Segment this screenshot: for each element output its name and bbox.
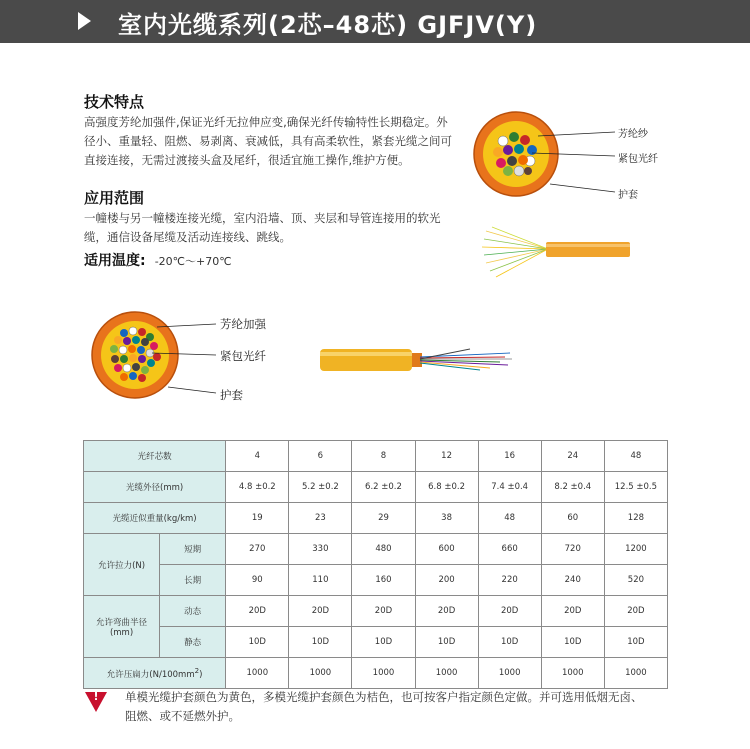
cable-cross-section-large <box>90 305 220 405</box>
cable-cross-section-small <box>470 108 620 203</box>
table-cell: 12.5 ±0.5 <box>604 472 667 503</box>
table-cell: 48 <box>604 441 667 472</box>
table-cell: 10D <box>289 627 352 658</box>
table-cell: 23 <box>289 503 352 534</box>
table-cell: 20D <box>541 596 604 627</box>
table-cell: 48 <box>478 503 541 534</box>
table-cell: 20D <box>478 596 541 627</box>
table-row <box>84 596 668 627</box>
temperature-row <box>84 250 232 270</box>
table-cell: 128 <box>604 503 667 534</box>
table-cell: 5.2 ±0.2 <box>289 472 352 503</box>
applications-text: 一幢楼与另一幢楼连接光缆，室内沿墙、顶、夹层和导管连接用的软光缆，通信设备尾缆及活动连接线、跳线。 <box>84 211 441 244</box>
table-cell: 660 <box>478 534 541 565</box>
table-cell: 1000 <box>604 658 667 689</box>
table-cell: 6.2 ±0.2 <box>352 472 415 503</box>
crush-sup: 2 <box>194 666 200 676</box>
table-cell: 200 <box>415 565 478 596</box>
table-cell: 720 <box>541 534 604 565</box>
table-cell: 6 <box>289 441 352 472</box>
table-cell: 10D <box>352 627 415 658</box>
table-cell: 20D <box>415 596 478 627</box>
table-cell: 520 <box>604 565 667 596</box>
aramid-strength-label: 芳纶加强 <box>220 317 266 331</box>
diameter-header: 光缆外径(mm) <box>84 472 226 503</box>
table-row <box>84 658 668 689</box>
crush-label-end: ) <box>199 669 203 680</box>
cable-side-view-small <box>480 225 630 280</box>
static-header: 静态 <box>160 627 226 658</box>
cable-side-view-large <box>320 343 520 378</box>
table-cell: 600 <box>415 534 478 565</box>
sheath-label: 护套 <box>618 190 638 201</box>
applications-heading: 应用范围 <box>84 189 145 207</box>
table-row <box>84 441 668 472</box>
table-cell: 20D <box>289 596 352 627</box>
table-cell: 12 <box>415 441 478 472</box>
table-cell: 10D <box>226 627 289 658</box>
table-cell: 7.4 ±0.4 <box>478 472 541 503</box>
table-cell: 20D <box>604 596 667 627</box>
table-cell: 1000 <box>226 658 289 689</box>
table-cell: 10D <box>541 627 604 658</box>
table-cell: 480 <box>352 534 415 565</box>
short-term-header: 短期 <box>160 534 226 565</box>
table-cell: 8 <box>352 441 415 472</box>
table-cell: 60 <box>541 503 604 534</box>
warning-mark-icon: ! <box>93 690 99 703</box>
table-cell: 4 <box>226 441 289 472</box>
long-term-header: 长期 <box>160 565 226 596</box>
table-cell: 38 <box>415 503 478 534</box>
table-cell: 29 <box>352 503 415 534</box>
table-cell: 16 <box>478 441 541 472</box>
specification-table <box>83 440 668 689</box>
table-cell: 20D <box>226 596 289 627</box>
sheath-label-2: 护套 <box>220 388 243 402</box>
table-cell: 24 <box>541 441 604 472</box>
fiber-count-header: 光纤芯数 <box>84 441 226 472</box>
table-row <box>84 472 668 503</box>
weight-header: 光缆近似重量(kg/km) <box>84 503 226 534</box>
aramid-yarn-label: 芳纶纱 <box>618 129 648 140</box>
crush-header <box>84 658 226 689</box>
tight-buffer-fiber-label-2: 紧包光纤 <box>220 349 266 363</box>
table-cell: 90 <box>226 565 289 596</box>
play-arrow-icon <box>78 12 91 30</box>
table-cell: 10D <box>478 627 541 658</box>
bend-radius-unit: (mm) <box>109 627 134 638</box>
table-cell: 1200 <box>604 534 667 565</box>
table-cell: 330 <box>289 534 352 565</box>
table-row <box>84 627 668 658</box>
table-cell: 220 <box>478 565 541 596</box>
temperature-label: 适用温度: <box>84 253 146 269</box>
table-cell: 240 <box>541 565 604 596</box>
features-text: 高强度芳纶加强件,保证光纤无拉伸应变,确保光纤传输特性长期稳定。外径小、重量轻、阻燃、易剥离、衰减低，具有高柔软性，紧套光缆之间可直接连接，无需过渡接头盒及尾纤，很适宜施工操作,维护方便。 <box>84 115 452 167</box>
tension-header: 允许拉力(N) <box>84 534 160 596</box>
page-title: 室内光缆系列(2芯–48芯) GJFJV(Y) <box>118 11 538 39</box>
bend-radius-label: 允许弯曲半径 <box>96 617 148 628</box>
tight-buffer-fiber-label: 紧包光纤 <box>618 154 658 165</box>
table-cell: 1000 <box>541 658 604 689</box>
table-cell: 1000 <box>415 658 478 689</box>
temperature-value: -20℃～+70℃ <box>154 255 232 268</box>
table-row <box>84 503 668 534</box>
bend-radius-header <box>84 596 160 658</box>
table-cell: 1000 <box>478 658 541 689</box>
table-cell: 6.8 ±0.2 <box>415 472 478 503</box>
features-heading: 技术特点 <box>84 93 145 111</box>
table-cell: 8.2 ±0.4 <box>541 472 604 503</box>
color-note: 单模光缆护套颜色为黄色，多模光缆护套颜色为桔色，也可按客户指定颜色定做。并可选用低烟无卤、阻燃、或不延燃外护。 <box>125 690 643 723</box>
table-cell: 10D <box>415 627 478 658</box>
table-cell: 10D <box>604 627 667 658</box>
table-cell: 1000 <box>352 658 415 689</box>
table-cell: 20D <box>352 596 415 627</box>
table-cell: 19 <box>226 503 289 534</box>
dynamic-header: 动态 <box>160 596 226 627</box>
table-cell: 160 <box>352 565 415 596</box>
table-cell: 1000 <box>289 658 352 689</box>
table-row <box>84 534 668 565</box>
table-cell: 270 <box>226 534 289 565</box>
title-banner <box>0 0 750 43</box>
table-row <box>84 565 668 596</box>
crush-label: 允许压扁力(N/100mm <box>106 669 195 680</box>
table-cell: 4.8 ±0.2 <box>226 472 289 503</box>
table-cell: 110 <box>289 565 352 596</box>
